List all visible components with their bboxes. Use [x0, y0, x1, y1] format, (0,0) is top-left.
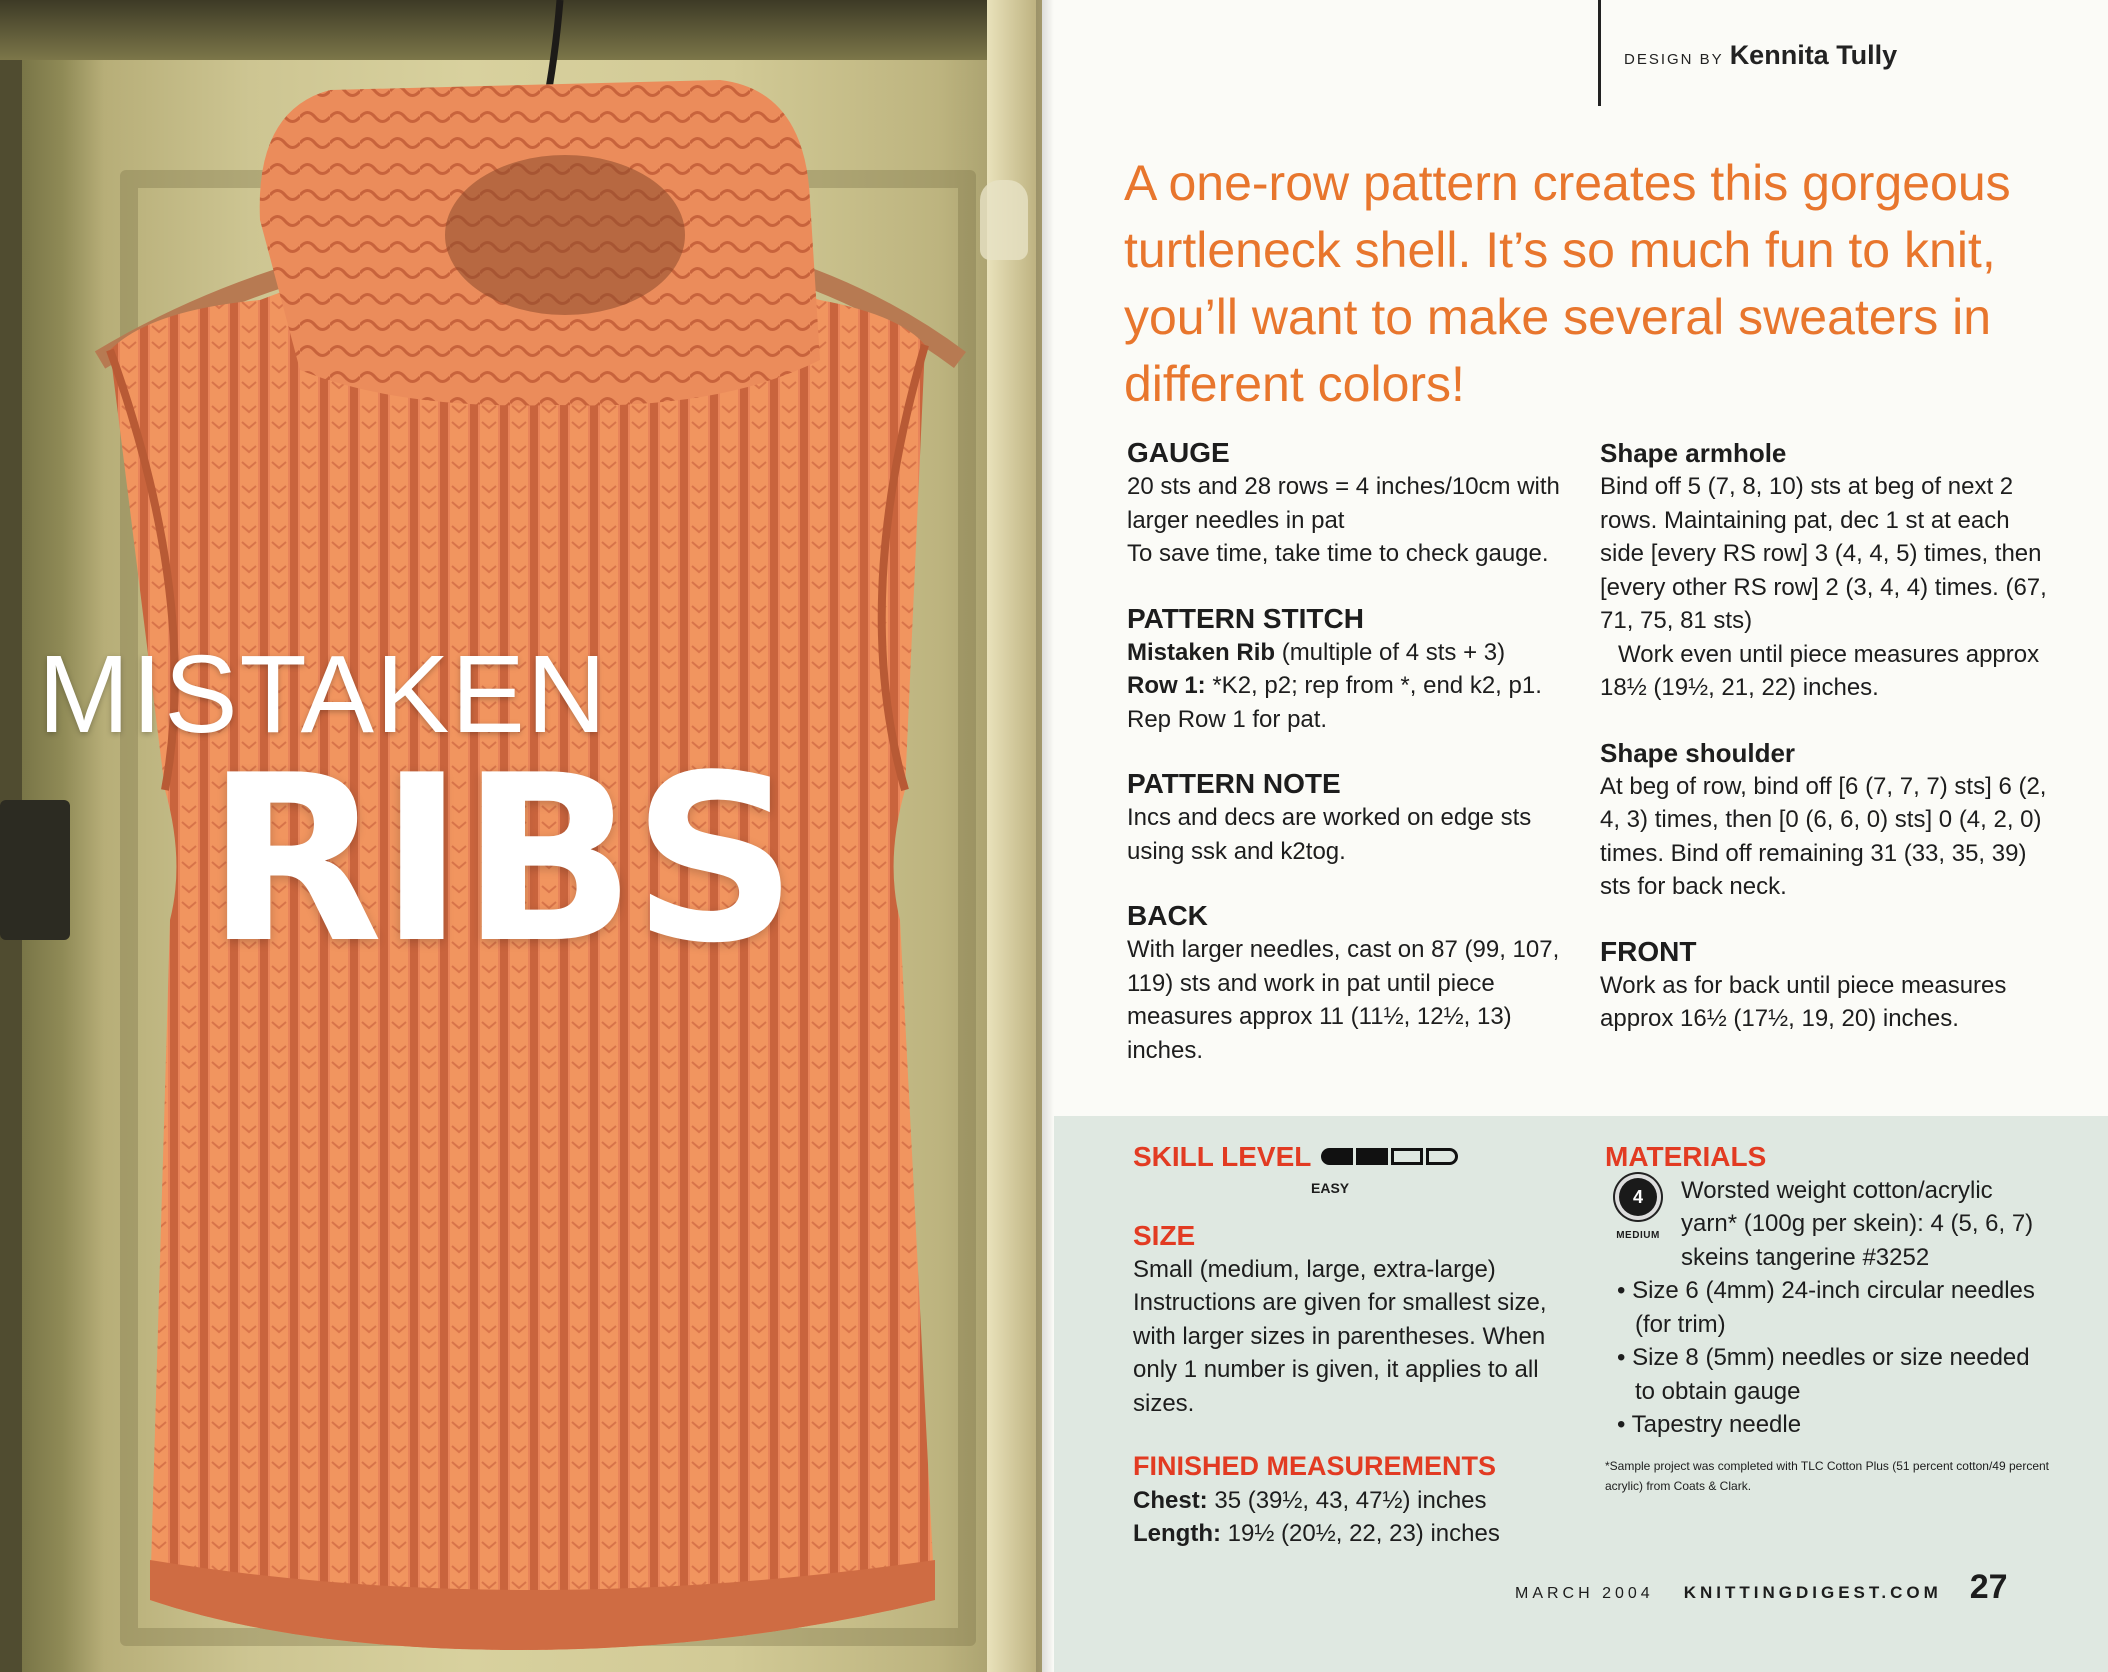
materials-item: • Tapestry needle [1617, 1411, 1802, 1438]
front-text: Work as for back until piece measures approx 16½ (17½, 19, 20) inches. [1600, 971, 2007, 1032]
skill-bar-3 [1391, 1148, 1423, 1165]
issue-date: MARCH 2004 [1515, 1585, 1654, 1602]
page-footer [1515, 1568, 2008, 1607]
instructions-column-right [1600, 436, 2050, 1067]
stitch-name: Mistaken Rib [1127, 638, 1276, 666]
shape-shoulder-heading: Shape shoulder [1600, 737, 1796, 768]
stitch-multiple: (multiple of 4 sts + 3) [1275, 638, 1506, 666]
materials-item-text: Size 8 (5mm) needles or size needed to obtain gauge [1632, 1344, 2030, 1405]
shape-armhole-heading: Shape armhole [1600, 438, 1787, 468]
pattern-note-section [1127, 767, 1577, 868]
shape-armhole-section [1600, 436, 2050, 705]
repeat-text: Rep Row 1 for pat. [1127, 705, 1328, 733]
article-title-line1: MISTAKEN [38, 633, 609, 756]
chest-value: 35 (39½, 43, 47½) inches [1207, 1486, 1487, 1514]
row-1-label: Row 1: [1127, 672, 1206, 699]
size-heading: SIZE [1133, 1220, 1196, 1251]
materials-footnote: *Sample project was completed with TLC Cotton Plus (51 percent cotton/49 percent acrylic) from Coats & Clark. [1605, 1458, 2050, 1493]
chest-label: Chest: [1133, 1486, 1208, 1514]
materials-item-text: Size 6 (4mm) 24-inch circular needles (for trim) [1632, 1277, 2035, 1338]
size-section [1133, 1219, 1563, 1420]
byline-prefix: DESIGN BY [1624, 51, 1724, 68]
shape-shoulder-section [1600, 736, 2050, 904]
shape-armhole-text-2: Work even until piece measures approx 18½ (19½, 21, 22) inches. [1600, 640, 2040, 701]
skill-bar-2 [1356, 1148, 1388, 1165]
details-column-right [1605, 1140, 2055, 1496]
garment-photo [0, 0, 1042, 1672]
front-section [1600, 935, 2050, 1036]
designer-name: Kennita Tully [1729, 40, 1898, 70]
size-note: Instructions are given for smallest size, with larger sizes in parentheses. When only 1 number is given, it applies to all sizes. [1133, 1289, 1547, 1417]
yarn-text: Worsted weight cotton/acrylic yarn* (100g per skein): 4 (5, 6, 7) skeins tangerine #3252 [1681, 1176, 2034, 1271]
length-label: Length: [1133, 1520, 1221, 1547]
yarn-row [1605, 1174, 2055, 1275]
designer-byline [1624, 40, 1897, 71]
gauge-note: To save time, take time to check gauge. [1127, 540, 1549, 567]
back-heading: BACK [1127, 900, 1208, 931]
yarn-weight-label: MEDIUM [1616, 1229, 1660, 1241]
front-heading: FRONT [1600, 935, 1697, 967]
shape-armhole-text: Bind off 5 (7, 8, 10) sts at beg of next 2 rows. Maintaining pat, dec 1 st at each side [every RS row] 3 (4, 4, 5) times, then [every other RS row] 2 (3, 4, 4) times. (67, 71, 75, 81 sts) [1600, 473, 2047, 634]
materials-item-text: Tapestry needle [1631, 1411, 1802, 1438]
byline-rule [1598, 0, 1601, 106]
page-number: 27 [1969, 1568, 2008, 1606]
materials-item: • Size 6 (4mm) 24-inch circular needles (for trim) [1617, 1277, 2035, 1338]
page-gutter [1036, 0, 1054, 1672]
pattern-note-heading: PATTERN NOTE [1127, 768, 1341, 799]
gauge-section [1127, 436, 1577, 571]
back-text: With larger needles, cast on 87 (99, 107, 119) sts and work in pat until piece measures approx 11 (11½, 12½, 13) inches. [1127, 936, 1560, 1064]
shape-shoulder-text: At beg of row, bind off [6 (7, 7, 7) sts] 6 (2, 4, 3) times, then [0 (6, 6, 0) sts] 0 (4, 2, 0) times. Bind off remaining 31 (33, 35, 39) sts for back neck. [1600, 772, 2047, 900]
skill-level-row [1133, 1140, 1563, 1174]
skill-level-meter [1321, 1148, 1458, 1165]
row-1-line [1127, 669, 1577, 703]
materials-item: • Size 8 (5mm) needles or size needed to obtain gauge [1617, 1344, 2030, 1405]
details-column-left [1133, 1140, 1563, 1551]
back-section [1127, 899, 1577, 1067]
materials-heading: MATERIALS [1605, 1141, 1767, 1172]
website: KNITTINGDIGEST.COM [1683, 1583, 1942, 1602]
skill-level-heading: SKILL LEVEL [1133, 1141, 1312, 1172]
finished-measurements-section [1133, 1450, 1563, 1551]
gauge-text: 20 sts and 28 rows = 4 inches/10cm with larger needles in pat [1127, 473, 1560, 534]
pattern-stitch-section [1127, 602, 1577, 737]
intro-headline: A one-row pattern creates this gorgeous turtleneck shell. It’s so much fun to knit, you’ll want to make several sweaters in different colors! [1124, 155, 2011, 412]
row-1-text: *K2, p2; rep from *, end k2, p1. [1205, 672, 1542, 699]
skill-bar-4 [1426, 1148, 1458, 1165]
instructions-column-left [1127, 436, 1577, 1098]
yarn-weight-icon [1605, 1174, 1671, 1275]
pattern-stitch-heading: PATTERN STITCH [1127, 602, 1364, 634]
gauge-heading: GAUGE [1127, 437, 1230, 468]
stitch-name-line [1127, 636, 1577, 670]
article-title-line2: RIBS [206, 727, 794, 994]
finished-measurements-heading: FINISHED MEASUREMENTS [1133, 1451, 1497, 1481]
pattern-note-text: Incs and decs are worked on edge sts using ssk and k2tog. [1127, 804, 1532, 865]
length-line [1133, 1517, 1563, 1551]
size-text: Small (medium, large, extra-large) [1133, 1255, 1496, 1283]
skill-level-label: EASY [1311, 1179, 1350, 1196]
length-value: 19½ (20½, 22, 23) inches [1220, 1520, 1500, 1547]
skill-bar-1 [1321, 1148, 1353, 1165]
chest-line [1133, 1484, 1563, 1518]
yarn-weight-number: 4 [1619, 1178, 1657, 1216]
